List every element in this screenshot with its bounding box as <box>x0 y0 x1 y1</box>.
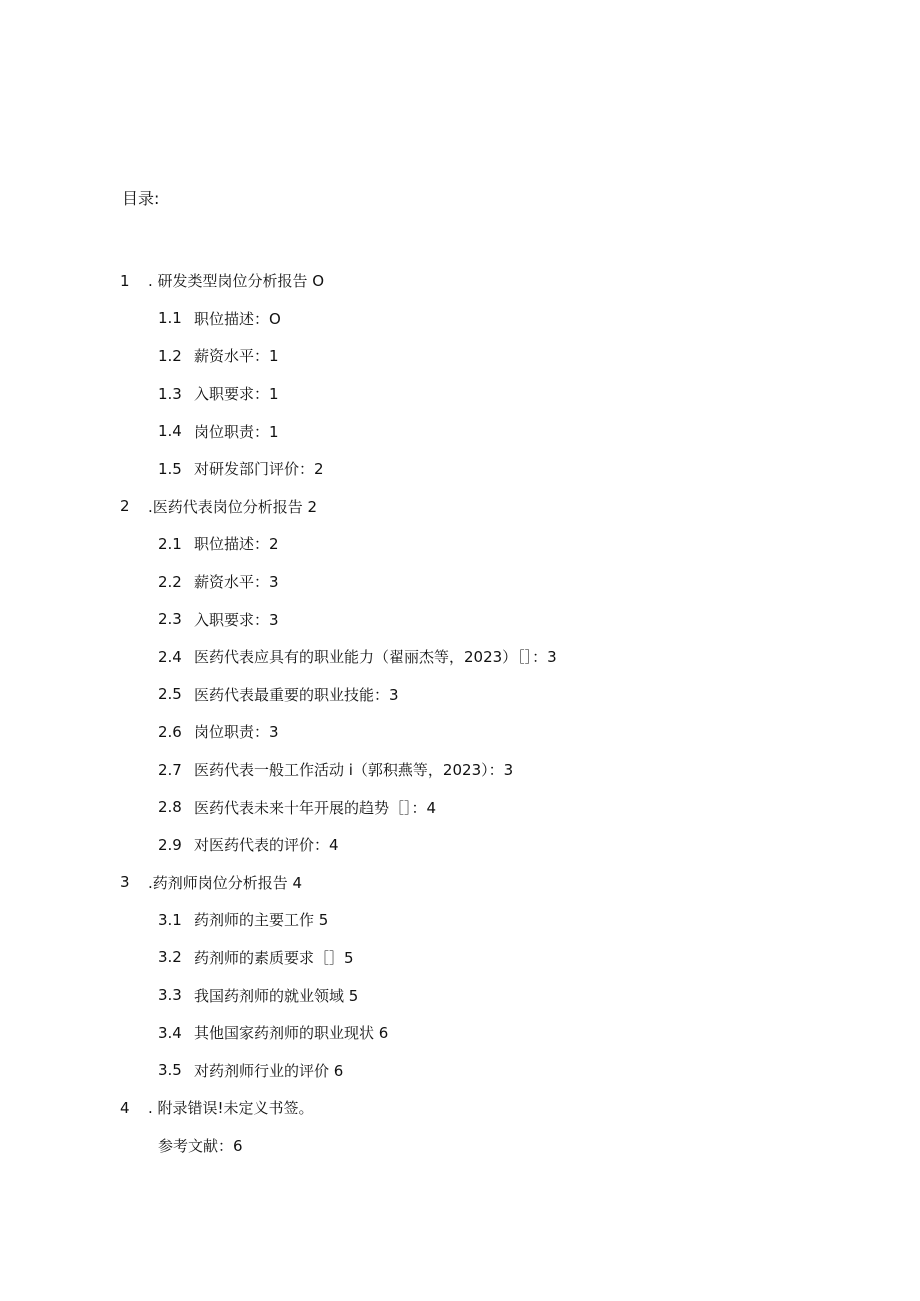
toc-text: . 研发类型岗位分析报告 O <box>148 272 325 291</box>
toc-entry-2-1[interactable] <box>0 525 920 563</box>
toc-number: 2.2 <box>158 572 182 591</box>
toc-text: 对药剂师行业的评价 6 <box>194 1061 344 1080</box>
toc-text: 入职要求：3 <box>194 610 279 629</box>
toc-number: 1 <box>120 271 130 290</box>
toc-text: 药剂师的素质要求［］5 <box>194 948 354 967</box>
toc-entry-3-1[interactable] <box>0 901 920 939</box>
toc-number: 1.2 <box>158 346 182 365</box>
toc-entry-2-7[interactable] <box>0 751 920 789</box>
toc-number: 2.5 <box>158 685 182 704</box>
toc-entry-2-9[interactable] <box>0 826 920 864</box>
toc-entry-4[interactable] <box>0 1089 920 1127</box>
toc-number: 3.5 <box>158 1061 182 1080</box>
toc-number: 2.9 <box>158 835 182 854</box>
toc-number: 3.2 <box>158 948 182 967</box>
toc-text: 岗位职责：1 <box>194 422 279 441</box>
toc-entry-1-2[interactable] <box>0 337 920 375</box>
toc-entry-1-4[interactable] <box>0 412 920 450</box>
toc-number: 2.3 <box>158 610 182 629</box>
toc-text: 职位描述：O <box>194 309 281 328</box>
toc-text: 医药代表一般工作活动 i（郭积燕等，2023）：3 <box>194 761 514 780</box>
toc-text: .药剂师岗位分析报告 4 <box>148 873 303 892</box>
toc-text: 薪资水平：1 <box>194 347 279 366</box>
toc-number: 2.4 <box>158 647 182 666</box>
toc-text: 对医药代表的评价：4 <box>194 836 339 855</box>
toc-entry-2-8[interactable] <box>0 788 920 826</box>
toc-entry-2-3[interactable] <box>0 600 920 638</box>
toc-entry-3-3[interactable] <box>0 976 920 1014</box>
toc-number: 2.1 <box>158 534 182 553</box>
toc-entry-2-6[interactable] <box>0 713 920 751</box>
toc-number: 3 <box>120 873 130 892</box>
toc-entry-3-2[interactable] <box>0 939 920 977</box>
toc-text: 入职要求：1 <box>194 385 279 404</box>
toc-entry-3-5[interactable] <box>0 1051 920 1089</box>
toc-text: 医药代表应具有的职业能力（翟丽杰等，2023）［］：3 <box>194 648 557 667</box>
toc-number: 1.3 <box>158 384 182 403</box>
toc-entry-3[interactable] <box>0 864 920 902</box>
toc-entry-2[interactable] <box>0 488 920 526</box>
toc-entry-2-5[interactable] <box>0 676 920 714</box>
toc-number: 3.3 <box>158 986 182 1005</box>
toc-heading: 目录: <box>122 189 160 208</box>
toc-entry-3-4[interactable] <box>0 1014 920 1052</box>
toc-number: 3.1 <box>158 910 182 929</box>
toc-text: 医药代表未来十年开展的趋势［］：4 <box>194 798 437 817</box>
toc-entry-1-3[interactable] <box>0 375 920 413</box>
toc-text: . 附录错误!未定义书签。 <box>148 1099 314 1118</box>
toc-entry-1-5[interactable] <box>0 450 920 488</box>
toc-text: 岗位职责：3 <box>194 723 279 742</box>
toc-entry-1[interactable] <box>0 262 920 300</box>
toc-list <box>0 262 920 1164</box>
toc-text: 薪资水平：3 <box>194 573 279 592</box>
toc-number: 3.4 <box>158 1023 182 1042</box>
toc-number: 2.8 <box>158 798 182 817</box>
toc-number: 1.4 <box>158 422 182 441</box>
toc-entry-1-1[interactable] <box>0 300 920 338</box>
toc-text: 药剂师的主要工作 5 <box>194 911 329 930</box>
toc-text: 对研发部门评价：2 <box>194 460 324 479</box>
toc-entry-2-4[interactable] <box>0 638 920 676</box>
toc-number: 1.5 <box>158 459 182 478</box>
toc-number: 4 <box>120 1098 130 1117</box>
toc-number: 2.6 <box>158 722 182 741</box>
toc-entry-references[interactable] <box>0 1127 920 1165</box>
toc-text: 我国药剂师的就业领域 5 <box>194 986 359 1005</box>
toc-number: 2.7 <box>158 760 182 779</box>
toc-entry-2-2[interactable] <box>0 563 920 601</box>
toc-number: 2 <box>120 497 130 516</box>
toc-text: 职位描述：2 <box>194 535 279 554</box>
toc-text: .医药代表岗位分析报告 2 <box>148 497 318 516</box>
toc-text: 医药代表最重要的职业技能：3 <box>194 685 399 704</box>
toc-text: 其他国家药剂师的职业现状 6 <box>194 1024 389 1043</box>
toc-number: 1.1 <box>158 309 182 328</box>
toc-text: 参考文献：6 <box>158 1136 243 1155</box>
